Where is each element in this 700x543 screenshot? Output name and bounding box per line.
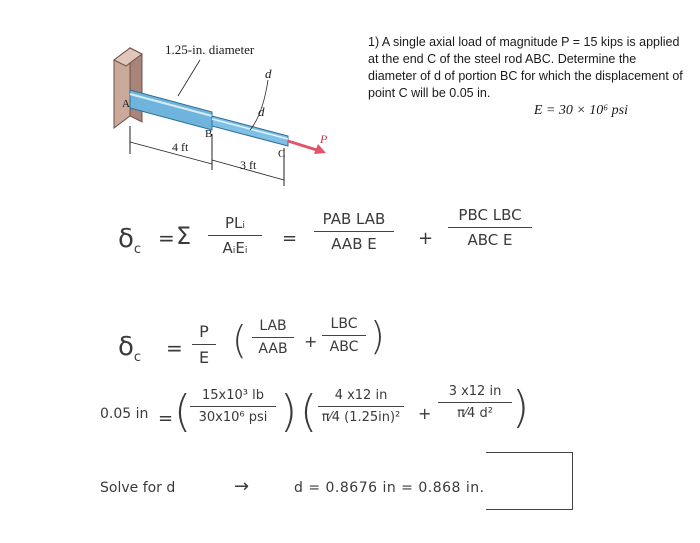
eq2-term2-den: ABC [329, 339, 359, 355]
eq1-term1-num: PAB LAB [322, 210, 386, 228]
eq1-fraction [208, 214, 262, 257]
eq1-term2-num: PBC LBC [458, 206, 522, 224]
eq3-equals: = [158, 408, 174, 429]
eq3-f1-num: 15x10³ lb [202, 388, 264, 403]
d-label-mid: d [258, 104, 265, 119]
eq3-lhs: 0.05 in [100, 406, 149, 422]
solve-label: Solve for d [100, 480, 176, 496]
eq2-e: E [198, 348, 210, 367]
eq1-term1 [314, 210, 394, 253]
eq3-f1-den: 30x10⁶ psi [198, 410, 268, 425]
eq1-num: PLᵢ [224, 214, 246, 232]
eq3-f3-num: 3 x12 in [448, 384, 502, 399]
eq3-f2-num: 4 x12 in [334, 388, 388, 403]
eq1-term2-den: ABC E [467, 231, 513, 249]
eq3-plus: + [418, 404, 432, 423]
d-label-top: d [265, 66, 272, 81]
eq2-term2 [322, 316, 366, 355]
eq2-equals: = [166, 336, 183, 360]
eq1-plus: + [418, 228, 434, 249]
eq2-p-over-e [192, 322, 216, 367]
eq2-term2-num: LBC [330, 316, 358, 332]
eq3-f2-den: π⁄4 (1.25in)² [321, 410, 401, 425]
eq1-term2 [448, 206, 532, 249]
point-b-label: B [205, 128, 213, 140]
point-c-label: C [278, 148, 286, 160]
eq2-plus: + [304, 332, 318, 351]
eq1-lhs: $\delta_c$ [118, 224, 142, 258]
load-p-label: P [320, 132, 328, 146]
eq2-term1-num: LAB [259, 318, 287, 334]
eq1-sum: Σ [176, 222, 192, 250]
eq3-f3-den: π⁄4 d² [457, 406, 493, 421]
eq1-den: AᵢEᵢ [222, 239, 248, 257]
eq3-left-paren-1: ( [174, 386, 192, 437]
problem-text: 1) A single axial load of magnitude P = 15 kips is applied at the end C of the steel rod ABC. Determine the diameter of d of portion BC for which the displacement of point C will be 0.05 in. [368, 35, 683, 100]
problem-statement [368, 34, 686, 119]
length-ab-label: 4 ft [172, 140, 189, 154]
diameter-label: 1.25-in. diameter [165, 42, 255, 57]
eq2-lhs: $\delta_c$ [118, 332, 142, 366]
eq2-term1 [252, 318, 294, 357]
eq1-equals: = [158, 226, 175, 250]
eq1-term1-den: AAB E [331, 235, 377, 253]
eq3-left-paren-2: ( [300, 386, 318, 437]
point-a-label: A [122, 98, 130, 110]
eq3-fraction-3 [438, 384, 512, 421]
eq2-p: P [199, 322, 209, 341]
eq3-fraction-2 [318, 388, 404, 425]
result-text: d = 0.8676 in = 0.868 in. [294, 480, 485, 496]
eq2-term1-den: AAB [258, 341, 288, 357]
eq2-left-paren: ( [232, 318, 247, 362]
modulus-text: E = 30 × 10⁶ psi [533, 103, 628, 118]
eq2-right-paren: ) [370, 314, 385, 358]
solve-arrow: → [234, 476, 250, 497]
eq1-equals-2: = [282, 228, 298, 249]
eq3-right-paren-1: ) [280, 386, 298, 437]
eq3-right-paren-2: ) [512, 382, 530, 433]
length-bc-label: 3 ft [240, 158, 257, 172]
eq3-fraction-1 [190, 388, 276, 425]
answer-box [486, 452, 573, 510]
